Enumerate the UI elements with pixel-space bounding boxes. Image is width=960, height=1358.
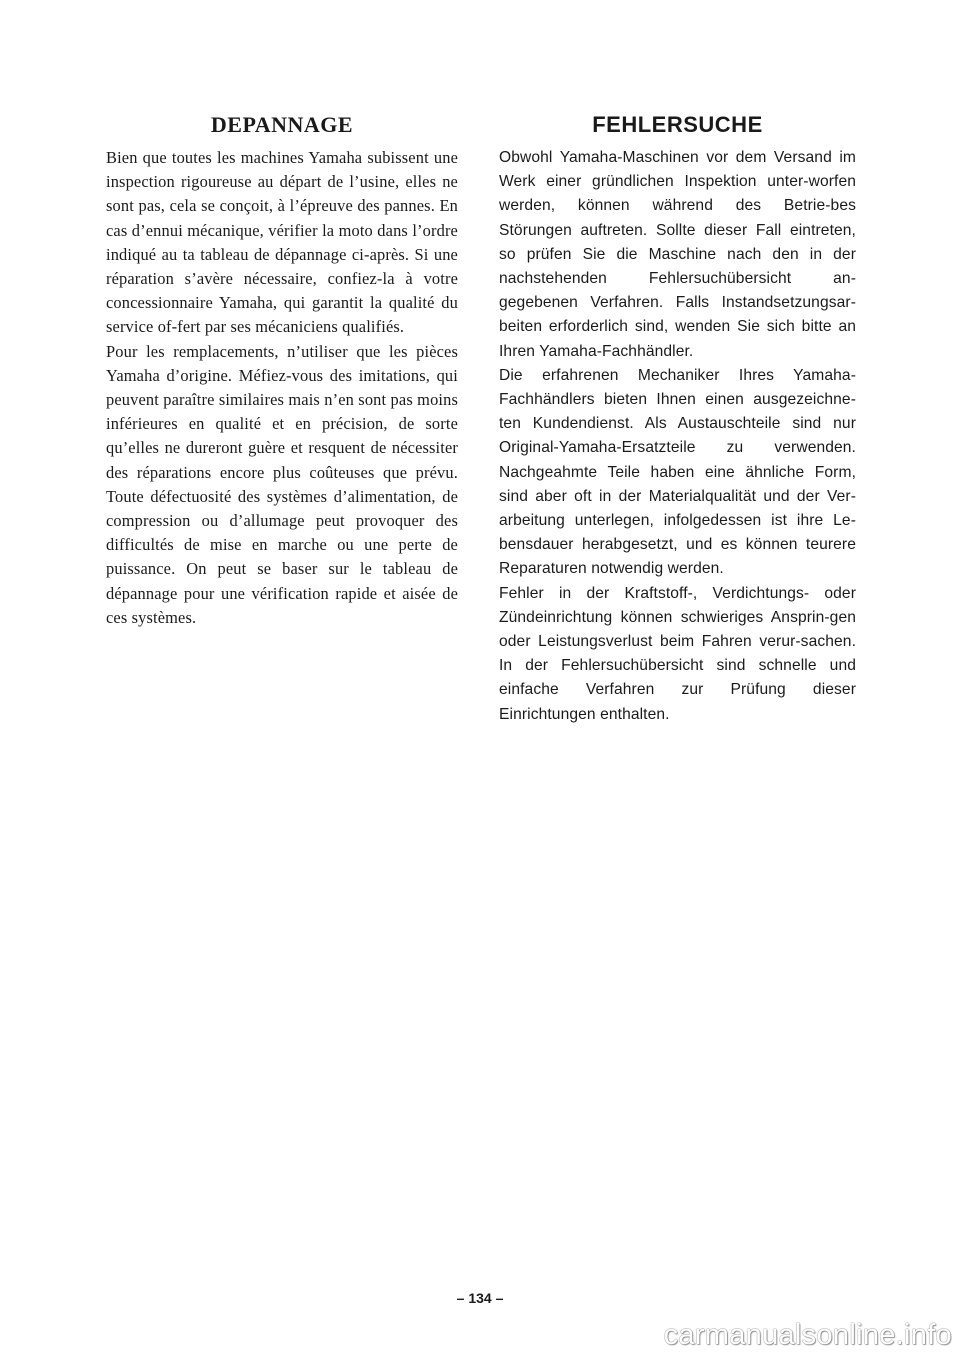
german-paragraph-2: Die erfahrenen Mechaniker Ihres Yamaha-Fachhändlers bieten Ihnen einen ausgezeichne-ten Kundendienst. Als Austauschteile sind nur Original-Yamaha-Ersatzteile zu verwenden. Nachgeahmte Teile haben eine ähnliche Form, sind aber oft in der Materialqualität und der Ver-arbeitung unterlegen, infolgedessen ist ihre Le-bensdauer herabgesetzt, und es können teurere Reparaturen notwendig werden.	[499, 366, 856, 578]
german-column	[499, 108, 856, 727]
watermark-link[interactable]: carmanualsonline.info	[663, 1319, 952, 1351]
german-paragraph-1: Obwohl Yamaha-Maschinen vor dem Versand im Werk einer gründlichen Inspektion unter-worfen werden, können während des Betrie-bes Störungen auftreten. Sollte dieser Fall eintreten, so prüfen Sie die Maschine nach den in der nachstehenden Fehlersuchübersicht an-gegebenen Verfahren. Falls Instandsetzungsar-beiten erforderlich sind, wenden Sie sich bitte an Ihren Yamaha-Fachhändler.	[499, 149, 856, 360]
german-paragraph-3: Fehler in der Kraftstoff-, Verdichtungs- oder Zündeinrichtung können schwieriges Ansprin-gen oder Leistungsverlust beim Fahren verur-sachen. In der Fehlersuchübersicht sind schnelle und einfache Verfahren zur Prüfung dieser Einrichtungen enthalten.	[499, 584, 856, 723]
french-heading: DEPANNAGE	[210, 112, 354, 137]
french-column	[106, 108, 458, 630]
page-number: – 134 –	[456, 1290, 504, 1306]
french-paragraph-2: Pour les remplacements, n’utiliser que les pièces Yamaha d’origine. Méfiez-vous des imitations, qui peuvent paraître similaires mais n’en sont pas moins inférieures en qualité et en précision, de sorte qu’elles ne dureront guère et resquent de nécessiter des réparations encore plus coûteuses que prévu. Toute défectuosité des systèmes d’alimentation, de compression ou d’allumage peut provoquer des difficultés de mise en marche ou une perte de puissance. On peut se baser sur le tableau de dépannage pour une vérification rapide et aisée de ces systèmes.	[106, 341, 458, 627]
german-heading: FEHLERSUCHE	[592, 112, 763, 137]
french-paragraph-1: Bien que toutes les machines Yamaha subissent une inspection rigoureuse au départ de l’usine, elles ne sont pas, cela se conçoit, à l’épreuve des pannes. En cas d’ennui mécanique, vérifier la moto dans l’ordre indiqué au ta tableau de dépannage ci-après. Si une réparation s’avère nécessaire, confiez-la à votre concessionnaire Yamaha, qui garantit la qualité du service of-fert par ses mécaniciens qualifiés.	[106, 148, 458, 337]
